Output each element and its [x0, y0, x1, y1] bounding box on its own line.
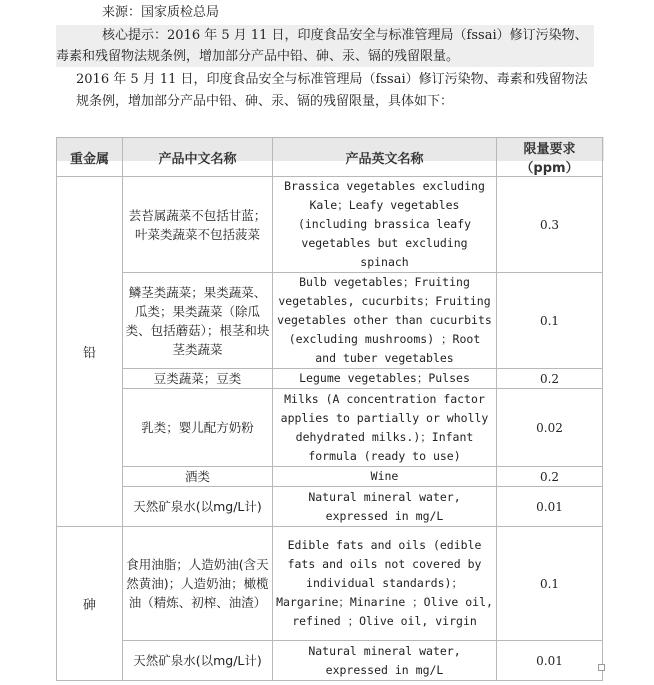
limit-value: 0.02 — [497, 389, 603, 467]
product-zh: 芸苔属蔬菜不包括甘蓝；叶菜类蔬菜不包括菠菜 — [123, 177, 273, 273]
product-en: Natural mineral water, expressed in mg/L — [273, 641, 497, 681]
product-zh: 酒类 — [123, 467, 273, 487]
product-zh: 天然矿泉水(以mg/L计) — [123, 641, 273, 681]
metal-lead: 铅 — [57, 177, 123, 527]
metal-arsenic: 砷 — [57, 527, 123, 681]
product-en: Legume vegetables；Pulses — [273, 369, 497, 389]
table-row — [57, 641, 603, 681]
summary-text: 核心提示：2016 年 5 月 11 日，印度食品安全与标准管理局（fssai）修订污染物、毒素和残留物法规条例，增加部分产品中铅、砷、汞、镉的残留限量。 — [56, 28, 588, 64]
product-en: Brassica vegetables excluding Kale；Leafy vegetables (including brassica leafy vegetables but excluding spinach — [273, 177, 497, 273]
table-row — [57, 389, 603, 467]
table-row — [57, 487, 603, 527]
product-zh: 鳞茎类蔬菜；果类蔬菜、瓜类；果类蔬菜（除瓜类、包括蘑菇）；根茎和块茎类蔬菜 — [123, 273, 273, 369]
product-en: Natural mineral water, expressed in mg/L — [273, 487, 497, 527]
limits-table — [56, 137, 603, 681]
table-row — [57, 369, 603, 389]
product-zh: 乳类；婴儿配方奶粉 — [123, 389, 273, 467]
table-row — [57, 177, 603, 273]
limit-value: 0.3 — [497, 177, 603, 273]
limit-value: 0.1 — [497, 273, 603, 369]
limit-value: 0.2 — [497, 467, 603, 487]
header-product-en: 产品英文名称 — [273, 138, 497, 177]
table-row — [57, 467, 603, 487]
limit-value: 0.2 — [497, 369, 603, 389]
product-zh: 食用油脂；人造奶油(含天然黄油)；人造奶油；橄榄油（精炼、初榨、油渣） — [123, 527, 273, 641]
table-header-row — [57, 138, 603, 177]
product-en: Wine — [273, 467, 497, 487]
table-row — [57, 273, 603, 369]
header-product-zh: 产品中文名称 — [123, 138, 273, 177]
product-zh: 豆类蔬菜；豆类 — [123, 369, 273, 389]
limit-value: 0.01 — [497, 487, 603, 527]
header-limit: 限量要求（ppm） — [497, 138, 603, 177]
table-row — [57, 527, 603, 641]
product-en: Edible fats and oils (edible fats and oils not covered by individual standards)；Margarine；Minarine ；Olive oil, refined ；Olive oil, virgin — [273, 527, 497, 641]
body-text: 2016 年 5 月 11 日，印度食品安全与标准管理局（fssai）修订污染物、毒素和残留物法规条例，增加部分产品中铅、砷、汞、镉的残留限量，具体如下： — [76, 72, 588, 109]
limit-value: 0.01 — [497, 641, 603, 681]
table-resize-handle[interactable] — [598, 664, 605, 671]
header-metal: 重金属 — [57, 138, 123, 177]
product-en: Milks (A concentration factor applies to partially or wholly dehydrated milks.)；Infant formula (ready to use) — [273, 389, 497, 467]
product-zh: 天然矿泉水(以mg/L计) — [123, 487, 273, 527]
product-en: Bulb vegetables；Fruiting vegetables, cucurbits；Fruiting vegetables other than cucurbits (excluding mushrooms) ；Root and tuber vegetables — [273, 273, 497, 369]
article-body — [76, 69, 596, 113]
article-summary — [56, 25, 594, 67]
article-source: 来源：国家质检总局 — [102, 5, 220, 20]
limit-value: 0.1 — [497, 527, 603, 641]
